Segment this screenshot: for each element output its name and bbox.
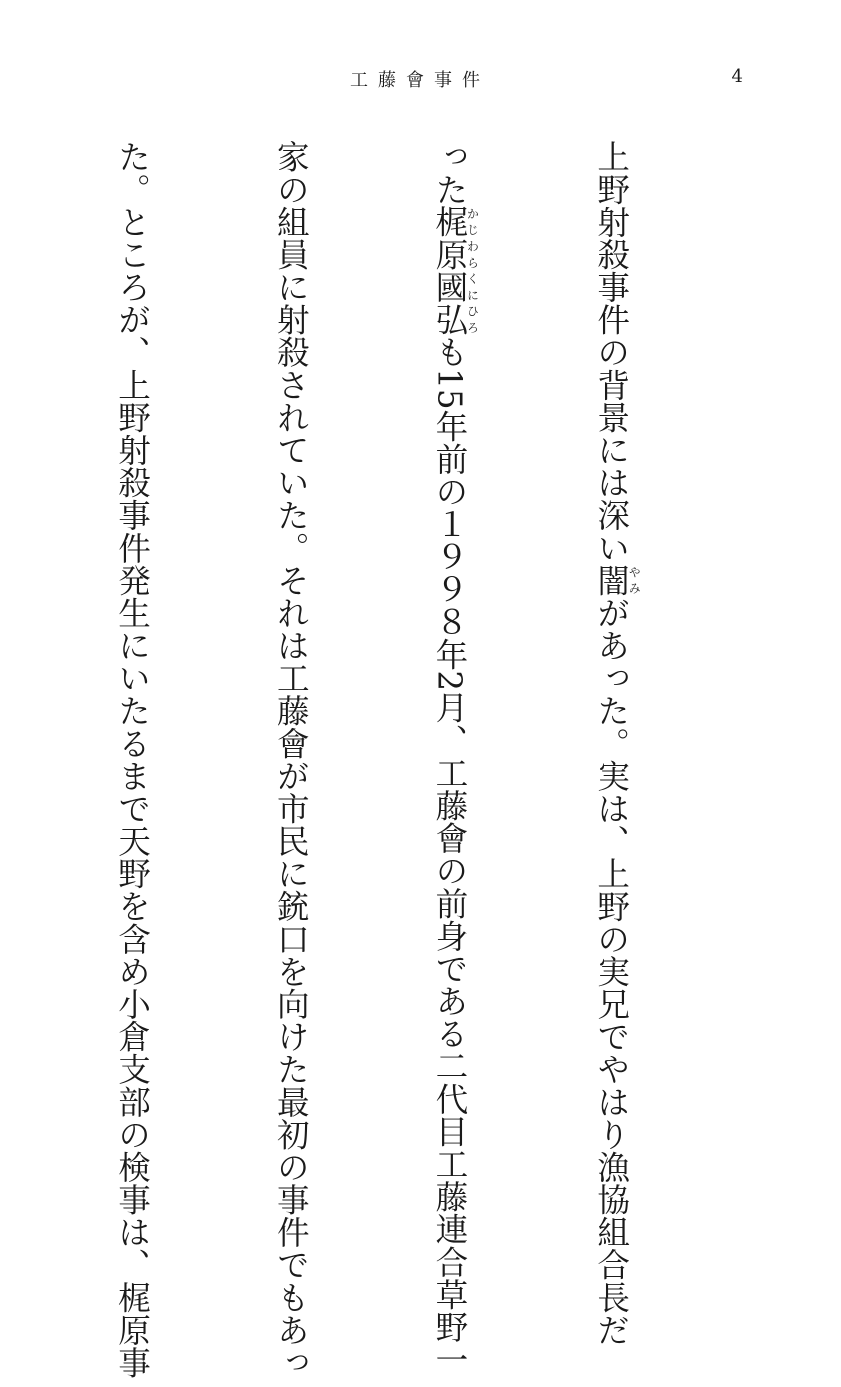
header-title: 工藤會事件 [350,70,490,91]
ruby-kajiwara: 梶原國弘かじわらくにひろ [430,205,480,336]
text-line-3: 家の組員に射殺されていた。それは工藤會が市民に銃口を向けた最初の事件でもあっ [271,140,310,1379]
ruby-yami: 闇やみ [592,563,642,597]
text-line-2: った梶原國弘かじわらくにひろも15年前の１９９８年2月、工藤會の前身である二代目工藤連合草野一 [430,140,480,1376]
text-line-1: 上野射殺事件の背景には深い闇やみがあった。実は、上野の実兄でやはり漁協組合長だ [592,140,642,1346]
page-number: 4 [731,66,743,87]
vertical-text-body [0,140,746,1379]
text-line-4: た。ところが、上野射殺事件発生にいたるまで天野を含め小倉支部の検事は、梶原事 [113,140,152,1379]
